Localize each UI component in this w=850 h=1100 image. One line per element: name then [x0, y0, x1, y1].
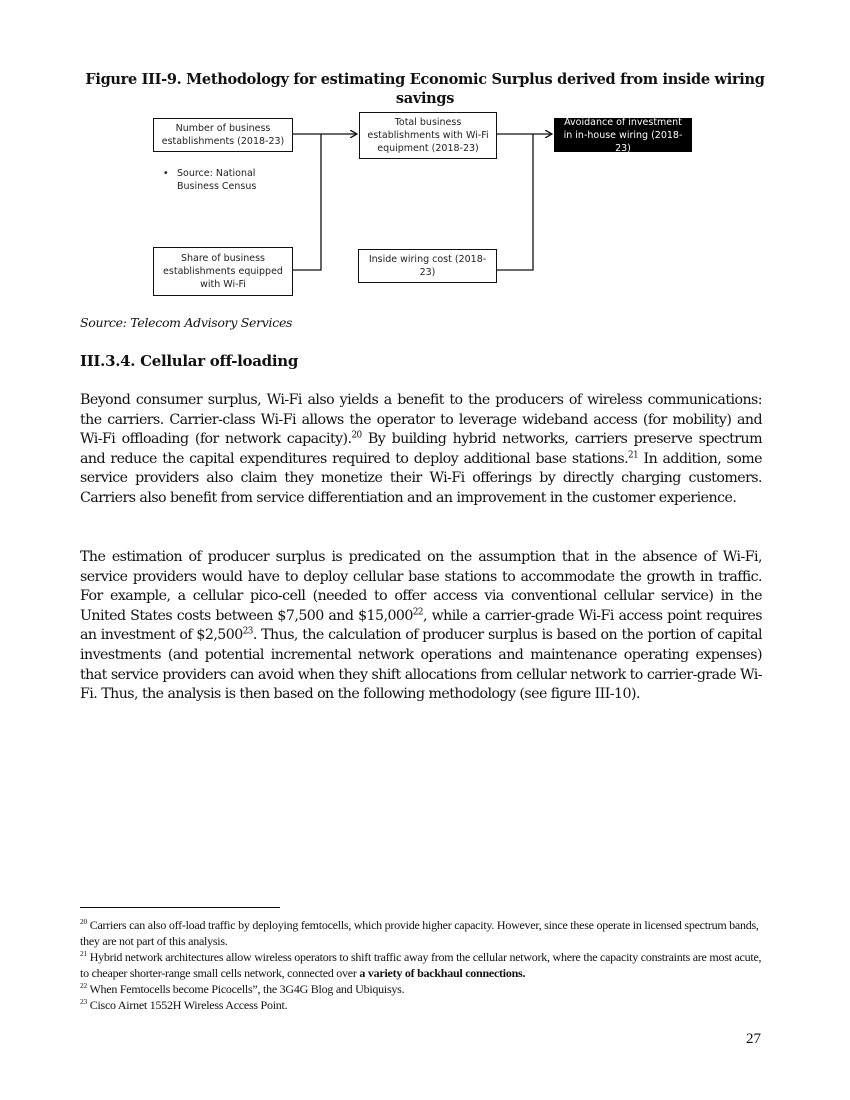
box-label: Avoidance of investment in in-house wiring (2018-23): [563, 116, 683, 154]
footnote-number: 23: [80, 997, 87, 1006]
box-label: Share of business establishments equipped with Wi-Fi: [163, 253, 283, 290]
footnote-text: Carriers can also off-load traffic by deploying femtocells, which provide higher capacity. However, since these operate in licensed spectrum bands, they are not part of this analysis.: [80, 918, 759, 948]
footnote-text: When Femtocells become Picocells”, the 3G4G Blog and Ubiquisys.: [86, 982, 405, 996]
footnote-number: 22: [80, 981, 87, 990]
connector-1-branch: [293, 134, 321, 270]
footnotes: [80, 917, 765, 1013]
box-label: Inside wiring cost (2018-23): [368, 254, 487, 278]
footnote-ref[interactable]: 20: [351, 430, 362, 441]
footnote-ref[interactable]: 23: [242, 626, 253, 637]
paragraph-text: By building hybrid networks, carriers preserve spectrum and reduce the capital expenditures required to deploy additional base stations.: [80, 431, 762, 467]
footnote-text: Hybrid network architectures allow wireless operators to shift traffic away from the cellular network, where the capacity constraints are most acute, to cheaper shorter-range small cells network, connected over: [80, 950, 762, 980]
footnote-22: [80, 981, 765, 997]
paragraph-text: , while a carrier-grade Wi-Fi access point requires an investment of $2,500: [80, 607, 762, 644]
bullet-icon: •: [163, 168, 169, 179]
footnote-21: [80, 949, 765, 981]
box-avoidance-of-investment: [554, 118, 692, 152]
paragraph-2: [80, 548, 762, 705]
footnote-number: 21: [80, 949, 87, 958]
source-bullet-note: [163, 167, 287, 193]
connector-2-branch: [497, 134, 533, 270]
section-heading: III.3.4. Cellular off-loading: [80, 352, 299, 370]
footnote-20: [80, 917, 765, 949]
footnote-bold-text: a variety of backhaul connections.: [359, 966, 526, 980]
figure-source: Source: Telecom Advisory Services: [80, 315, 293, 330]
page-number: 27: [746, 1031, 761, 1047]
box-label: Total business establishments with Wi-Fi equipment (2018-23): [367, 117, 489, 154]
paragraph-text: Beyond consumer surplus, Wi-Fi also yields a benefit to the producers of wireless communications: the carriers. Carrier-class Wi-Fi allows the operator to leverage wideband access (for mobility) and Wi-Fi offloading (for network capacity).: [80, 392, 762, 448]
bullet-note-text: Source: National Business Census: [177, 168, 257, 192]
paragraph-text: In addition, some service providers also claim they monetize their Wi-Fi offerings by directly charging customers. Carriers also benefit from service differentiation and an improvement in the customer experience.: [80, 450, 763, 506]
footnote-text: Cisco Airnet 1552H Wireless Access Point.: [86, 998, 288, 1012]
box-label: Number of business establishments (2018-23): [161, 123, 285, 147]
box-share-equipped: [153, 247, 293, 296]
figure-title: Figure III-9. Methodology for estimating Economic Surplus derived from inside wiring savings: [85, 71, 765, 107]
paragraph-text: The estimation of producer surplus is predicated on the assumption that in the absence of Wi-Fi, service providers would have to deploy cellular base stations to accommodate the growth in traffic. For example, a cellular pico-cell (needed to offer access via conventional cellular service) in the United States costs between $7,500 and $15,000: [80, 549, 762, 624]
paragraph-text: . Thus, the calculation of producer surplus is based on the portion of capital investments (and potential incremental network operations and maintenance operating expenses) that service providers can avoid when they shift allocations from cellular network to carrier-grade Wi-Fi. Thus, the analysis is then based on the following methodology (see figure III-10).: [80, 627, 762, 703]
methodology-diagram: [0, 0, 850, 310]
box-number-of-establishments: [153, 118, 293, 152]
footnote-23: [80, 997, 765, 1013]
footnote-number: 20: [80, 917, 87, 926]
box-inside-wiring-cost: [358, 249, 497, 283]
box-total-with-wifi: [359, 112, 497, 159]
footnote-separator: [80, 907, 280, 908]
footnote-ref[interactable]: 21: [628, 450, 639, 461]
paragraph-1: [80, 391, 762, 509]
footnote-ref[interactable]: 22: [412, 607, 423, 618]
